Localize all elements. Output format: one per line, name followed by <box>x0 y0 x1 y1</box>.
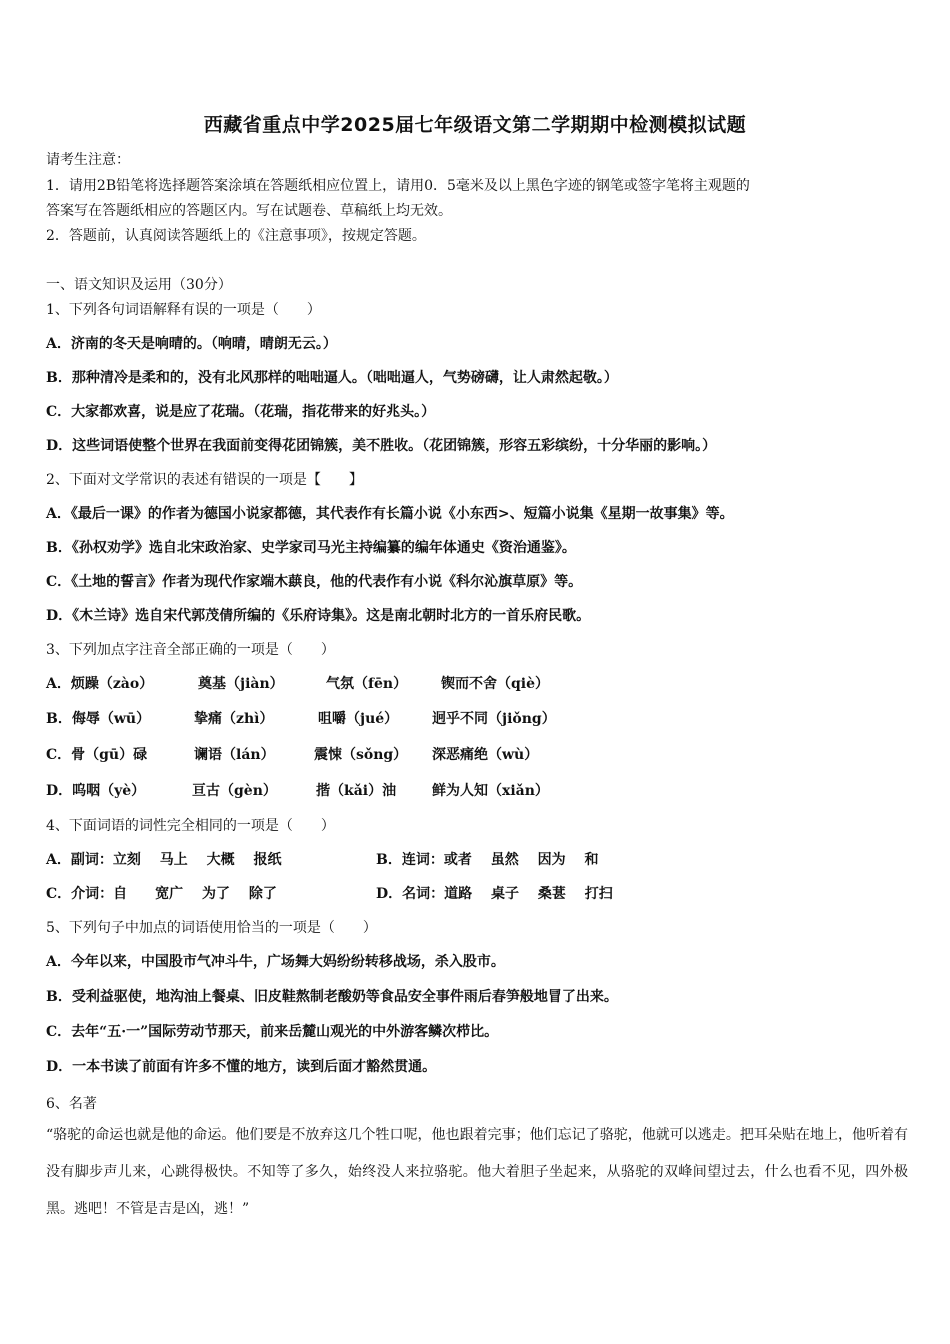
q3-c-word-3: 震悚（sǒng） <box>314 747 408 763</box>
q4-option-c: C．介词：自 宽广 为了 除了 <box>46 886 277 902</box>
q2-stem: 2、下面对文学常识的表述有错误的一项是【 】 <box>46 472 363 488</box>
q3-d-word-3: 揩（kǎi）油 <box>316 783 397 799</box>
q2-option-b: B．《孙权劝学》选自北宋政治家、史学家司马光主持编纂的编年体通史《资治通鉴》。 <box>46 540 576 556</box>
q3-stem: 3、下列加点字注音全部正确的一项是（ ） <box>46 642 335 658</box>
q3-b-word-3: 咀嚼（jué） <box>318 711 399 727</box>
q4-option-d: D．名词：道路 桌子 桑葚 打扫 <box>376 886 613 902</box>
q4-option-a: A．副词：立刻 马上 大概 报纸 <box>46 852 282 868</box>
q3-a-word-2: 奠基（jiàn） <box>198 676 284 692</box>
q1-stem: 1、下列各句词语解释有误的一项是（ ） <box>46 302 321 318</box>
page-title: 西藏省重点中学2025届七年级语文第二学期期中检测模拟试题 <box>203 114 747 136</box>
q3-a-word-3: 气氛（fēn） <box>326 676 408 692</box>
q1-option-d: D．这些词语使整个世界在我面前变得花团锦簇，美不胜收。（花团锦簇，形容五彩缤纷，十分华丽的影响。） <box>46 438 717 454</box>
q2-option-c: C．《土地的誓言》作者为现代作家端木蕻良，他的代表作有小说《科尔沁旗草原》等。 <box>46 574 583 590</box>
q3-a-word-1: A．烦躁（zào） <box>46 676 154 692</box>
section-heading: 一、语文知识及运用（30分） <box>46 277 232 293</box>
q3-option-a <box>46 674 906 694</box>
q4-option-b: B．连词：或者 虽然 因为 和 <box>376 852 599 868</box>
q2-option-a: A．《最后一课》的作者为德国小说家都德，其代表作有长篇小说《小东西>、短篇小说集《星期一故事集》等。 <box>46 506 734 522</box>
q5-stem: 5、下列句子中加点的词语使用恰当的一项是（ ） <box>46 920 377 936</box>
q3-c-word-2: 谰语（lán） <box>194 747 275 763</box>
notice-item-1-line-1: 1．请用2B铅笔将选择题答案涂填在答题纸相应位置上，请用0．5毫米及以上黑色字迹的钢笔或签字笔将主观题的 <box>46 178 750 194</box>
q3-option-d <box>46 781 906 801</box>
q3-d-word-1: D．呜咽（yè） <box>46 783 146 799</box>
q2-option-d: D．《木兰诗》选自宋代郭茂倩所编的《乐府诗集》。这是南北朝时北方的一首乐府民歌。 <box>46 608 591 624</box>
q3-b-word-4: 迥乎不同（jiǒng） <box>432 711 556 727</box>
q3-c-word-1: C．骨（gū）碌 <box>46 747 148 763</box>
q3-d-word-4: 鲜为人知（xiǎn） <box>432 783 549 799</box>
notice-item-2: 2．答题前，认真阅读答题纸上的《注意事项》，按规定答题。 <box>46 228 426 244</box>
q1-option-b: B．那种清冷是柔和的，没有北风那样的咄咄逼人。（咄咄逼人，气势磅礴，让人肃然起敬。） <box>46 370 618 386</box>
q1-option-c: C．大家都欢喜，说是应了花瑞。（花瑞，指花带来的好兆头。） <box>46 404 436 420</box>
q6-passage: “骆驼的命运也就是他的命运。他们要是不放弃这几个牲口呢，他也跟着完事；他们忘记了骆驼，他就可以逃走。把耳朵贴在地上，他听着有没有脚步声儿来，心跳得极快。不知等了多久，始终没人来拉骆驼。他大着胆子坐起来，从骆驼的双峰间望过去，什么也看不见，四外极黑。逃吧！不管是吉是凶，逃！” <box>46 1127 908 1217</box>
q3-option-c <box>46 745 906 765</box>
q3-b-word-2: 挚痛（zhì） <box>194 711 274 727</box>
q1-option-a: A．济南的冬天是响晴的。（响晴，晴朗无云。） <box>46 336 337 352</box>
q3-a-word-4: 锲而不舍（qiè） <box>441 676 550 692</box>
q5-option-d: D．一本书读了前面有许多不懂的地方，读到后面才豁然贯通。 <box>46 1059 437 1075</box>
q5-option-b: B．受利益驱使，地沟油上餐桌、旧皮鞋熬制老酸奶等食品安全事件雨后春笋般地冒了出来。 <box>46 989 618 1005</box>
notice-item-1-line-2: 答案写在答题纸相应的答题区内。写在试题卷、草稿纸上均无效。 <box>46 203 452 219</box>
q3-c-word-4: 深恶痛绝（wù） <box>432 747 539 763</box>
q4-stem: 4、下面词语的词性完全相同的一项是（ ） <box>46 818 335 834</box>
q3-d-word-2: 亘古（gèn） <box>192 783 277 799</box>
q3-option-b <box>46 709 906 729</box>
q3-b-word-1: B．侮辱（wū） <box>46 711 151 727</box>
q5-option-a: A．今年以来，中国股市气冲斗牛，广场舞大妈纷纷转移战场，杀入股市。 <box>46 954 505 970</box>
q5-option-c: C．去年“五·一”国际劳动节那天，前来岳麓山观光的中外游客鳞次栉比。 <box>46 1024 499 1040</box>
notice-heading: 请考生注意： <box>46 152 130 168</box>
q6-stem: 6、名著 <box>46 1096 97 1112</box>
